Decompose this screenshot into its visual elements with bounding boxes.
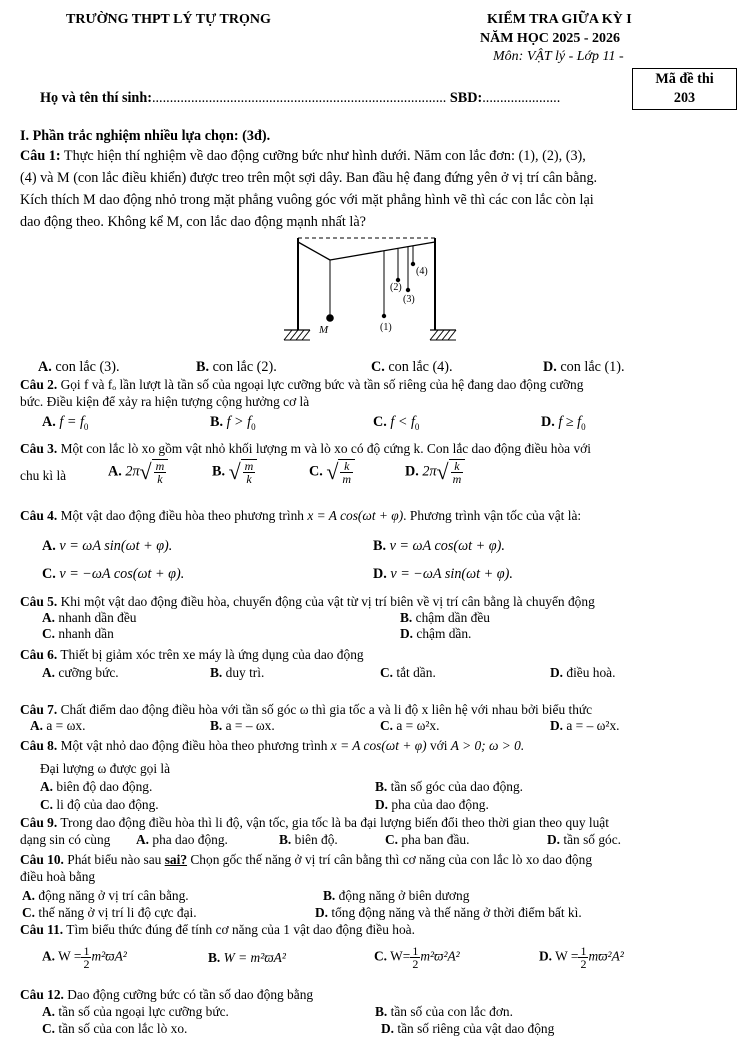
pendulum-figure (270, 232, 470, 344)
q3-line1: Câu 3. Một con lắc lò xo gồm vật nhỏ khối lượng m và lò xo có độ cứng k. Con lắc dao động điều hòa với (20, 441, 591, 456)
q2-line1: Câu 2. Gọi f và fₒ lần lượt là tần số của ngoại lực cưỡng bức và tần số riêng của hệ đang dao động cưỡng (20, 377, 584, 392)
q9-line2: dạng sin có cùng (20, 832, 111, 847)
q12-line1: Câu 12. Dao động cưỡng bức có tần số dao động bằng (20, 987, 314, 1002)
q5-option-a[interactable]: A. nhanh dần đều (42, 610, 137, 625)
subject-line: Môn: VẬT lý - Lớp 11 - (493, 49, 624, 64)
q1-line2: (4) và M (con lắc điều khiển) được treo trên một sợi dây. Ban đầu hệ đang đứng yên ở vị trí cân bằng. (20, 170, 598, 186)
q12-option-a[interactable]: A. tần số của ngoại lực cưỡng bức. (42, 1004, 229, 1019)
pendulum-4-bob (411, 262, 415, 266)
q10-option-d[interactable]: D. tổng động năng và thế năng ở thời điểm bất kì. (315, 905, 582, 920)
q9-line1: Câu 9. Trong dao động điều hòa thì li độ, vận tốc, gia tốc là ba đại lượng biến đổi theo thời gian theo quy luật (20, 815, 609, 830)
pendulum-m-bob (326, 314, 334, 322)
q5-option-b[interactable]: B. chậm dần đều (400, 610, 490, 625)
q3-option-a[interactable]: A. 2π√ $\frac{m}{k}$ (108, 459, 168, 485)
pendulum-3-bob (406, 288, 410, 292)
q9-option-a[interactable]: A. pha dao động. (136, 832, 228, 847)
q1-option-b[interactable]: B. con lắc (2). (196, 359, 277, 375)
section-title: I. Phần trắc nghiệm nhiều lựa chọn: (3đ). (20, 128, 271, 144)
q10-option-c[interactable]: C. thế năng ở vị trí li độ cực đại. (22, 905, 197, 920)
q11-line1: Câu 11. Tìm biểu thức đúng để tính cơ năng của 1 vật dao động điều hoà. (20, 922, 415, 937)
q10-option-b[interactable]: B. động năng ở biên dương (323, 888, 470, 903)
q6-line1: Câu 6. Thiết bị giảm xóc trên xe máy là ứng dụng của dao động (20, 647, 364, 662)
label-3: (3) (403, 294, 415, 305)
exam-code-box (632, 68, 737, 110)
school-name: TRƯỜNG THPT LÝ TỰ TRỌNG (66, 12, 271, 27)
q8-line1: Câu 8. Một vật nhỏ dao động điều hòa theo phương trình x = A cos(ωt + φ) với A > 0; ω > 0. (20, 738, 525, 753)
label-2: (2) (390, 282, 402, 293)
q8-option-b[interactable]: B. tần số góc của dao động. (375, 779, 524, 794)
q1-line3: Kích thích M dao động nhỏ trong mặt phẳng vuông góc với mặt phẳng hình vẽ thì các con lắc còn lại (20, 192, 594, 208)
q1-line4: dao động theo. Không kể M, con lắc dao động mạnh nhất là? (20, 214, 366, 230)
q11-option-d[interactable]: D. W = $\frac{1}{2}$ mϖ²A² (539, 944, 624, 971)
left-ground-hatch (284, 330, 310, 340)
exam-code-label: Mã đề thi (655, 71, 714, 87)
q3-option-d[interactable]: D. 2π√ $\frac{k}{m}$ (405, 459, 465, 485)
label-1: (1) (380, 322, 392, 333)
q2-line2: bức. Điều kiện để xảy ra hiện tượng cộng hưởng cơ là (20, 394, 310, 409)
q8-option-a[interactable]: A. biên độ dao động. (40, 779, 153, 794)
q2-option-c[interactable]: C. $f < f_0$ (373, 414, 420, 432)
q7-line1: Câu 7. Chất điểm dao động điều hòa với tần số góc ω thì gia tốc a và li độ x liên hệ với nhau bởi biểu thức (20, 702, 593, 717)
q4-line1: Câu 4. Một vật dao động điều hòa theo phương trình x = A cos(ωt + φ). Phương trình vận tốc của vật là: (20, 508, 582, 523)
pendulum-1-bob (382, 314, 386, 318)
exam-code-value: 203 (673, 90, 696, 106)
string-right (330, 242, 435, 260)
q9-option-d[interactable]: D. tần số góc. (547, 832, 622, 847)
q4-option-a[interactable]: A. v = ωA sin(ωt + φ). (42, 538, 173, 554)
q6-option-a[interactable]: A. cưỡng bức. (42, 665, 119, 680)
sbd-field[interactable]: ...................... (482, 90, 561, 106)
q9-option-b[interactable]: B. biên độ. (279, 832, 338, 847)
q7-option-c[interactable]: C. a = ω²x. (380, 718, 440, 733)
q6-option-b[interactable]: B. duy trì. (210, 665, 265, 680)
q1-option-d[interactable]: D. con lắc (1). (543, 359, 625, 375)
q3-option-b[interactable]: B. √ $\frac{m}{k}$ (212, 459, 257, 485)
sbd-label: SBD: (449, 90, 483, 106)
q10-line2: điều hoà bằng (20, 869, 96, 884)
q11-option-b[interactable]: B. W = m²ϖA² (208, 950, 286, 965)
label-4: (4) (416, 266, 428, 277)
q2-option-b[interactable]: B. $f > f_0$ (210, 414, 256, 432)
q6-option-c[interactable]: C. tắt dần. (380, 665, 436, 680)
school-year: NĂM HỌC 2025 - 2026 (480, 31, 620, 46)
q12-option-c[interactable]: C. tần số của con lắc lò xo. (42, 1021, 188, 1036)
candidate-line (40, 90, 560, 107)
q5-option-c[interactable]: C. nhanh dần (42, 626, 114, 641)
q12-option-d[interactable]: D. tần số riêng của vật dao động (381, 1021, 555, 1036)
label-m: M (319, 324, 329, 336)
q7-option-b[interactable]: B. a = – ωx. (210, 718, 275, 733)
q5-option-d[interactable]: D. chậm dần. (400, 626, 472, 641)
q9-option-c[interactable]: C. pha ban đầu. (385, 832, 470, 847)
q1-option-a[interactable]: A. con lắc (3). (38, 359, 120, 375)
q4-option-d[interactable]: D. v = −ωA sin(ωt + φ). (373, 566, 513, 582)
q11-option-a[interactable]: A. W = $\frac{1}{2}$ m²ϖA² (42, 944, 127, 971)
q3-line2: chu kì là (20, 468, 67, 483)
q1-option-c[interactable]: C. con lắc (4). (371, 359, 453, 375)
q8-option-c[interactable]: C. li độ của dao động. (40, 797, 159, 812)
q5-line1: Câu 5. Khi một vật dao động điều hòa, chuyển động của vật từ vị trí biên về vị trí cân bằng là chuyển động (20, 594, 595, 609)
q12-option-b[interactable]: B. tần số của con lắc đơn. (375, 1004, 513, 1019)
q10-option-a[interactable]: A. động năng ở vị trí cân bằng. (22, 888, 189, 903)
name-field[interactable]: ................................................................................... (151, 90, 447, 106)
q1-line1 (20, 145, 734, 167)
q8-option-d[interactable]: D. pha của dao động. (375, 797, 489, 812)
right-ground-hatch (430, 330, 456, 340)
q1-number: Câu 1: (20, 148, 61, 164)
q4-option-b[interactable]: B. v = ωA cos(ωt + φ). (373, 538, 505, 554)
exam-title: KIỂM TRA GIỮA KỲ I (487, 12, 632, 27)
q11-option-c[interactable]: C. W= $\frac{1}{2}$ m²ϖ²A² (374, 944, 460, 971)
q4-option-c[interactable]: C. v = −ωA cos(ωt + φ). (42, 566, 185, 582)
q6-option-d[interactable]: D. điều hoà. (550, 665, 616, 680)
q10-line1: Câu 10. Phát biểu nào sau sai? Chọn gốc thế năng ở vị trí cân bằng thì cơ năng của con lắc lò xo dao động (20, 852, 593, 867)
q1-text-1: Thực hiện thí nghiệm về dao động cưỡng bức như hình dưới. Năm con lắc đơn: (1), (2), (3), (60, 148, 586, 164)
q2-option-d[interactable]: D. $f \ge f_0$ (541, 414, 586, 432)
q7-option-d[interactable]: D. a = – ω²x. (550, 718, 620, 733)
q7-option-a[interactable]: A. a = ωx. (30, 718, 86, 733)
name-label: Họ và tên thí sinh: (40, 90, 152, 106)
string-left (298, 242, 330, 260)
q3-option-c[interactable]: C. √ $\frac{k}{m}$ (309, 459, 355, 485)
q8-line2: Đại lượng ω được gọi là (40, 761, 171, 776)
q2-option-a[interactable]: A. $f = f_0$ (42, 414, 89, 432)
